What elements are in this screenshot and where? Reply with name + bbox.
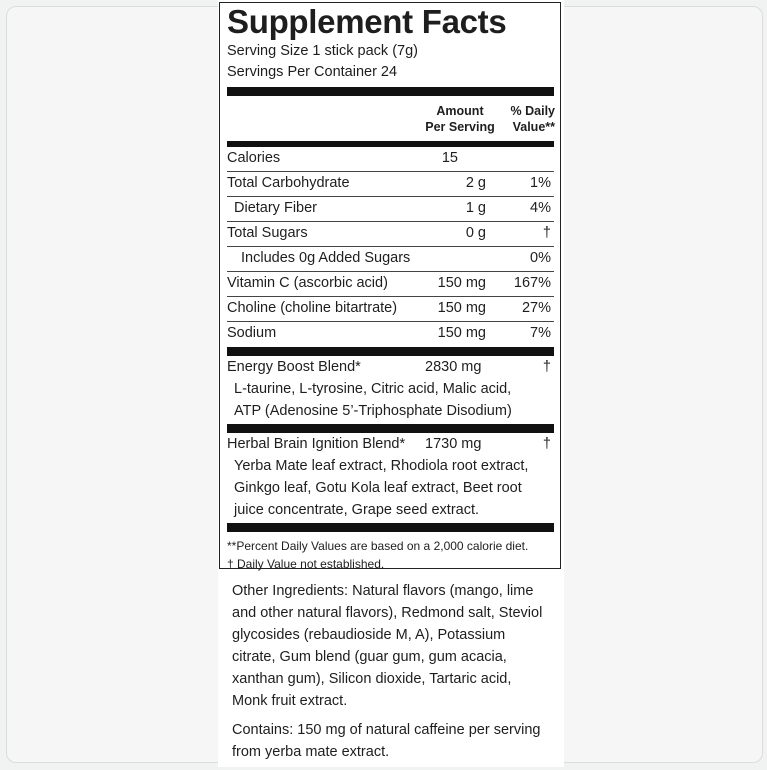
amount-header: [425, 103, 495, 135]
other-ingredients: [232, 580, 562, 770]
blend-header: [227, 433, 554, 455]
nutrient-name: Total Sugars: [227, 225, 308, 241]
nutrient-dv: 167%: [513, 275, 551, 291]
herbal-brain-ignition-blend: [227, 433, 554, 523]
divider-thick: [227, 424, 554, 433]
nutrient-amount: 150 mg: [437, 300, 486, 316]
nutrient-dv: 1%: [530, 175, 551, 191]
nutrient-amount: 150 mg: [437, 275, 486, 291]
blend-name: Herbal Brain Ignition Blend*: [227, 436, 406, 452]
nutrient-row: [227, 222, 554, 247]
amount-header-line1: Amount: [436, 104, 484, 118]
nutrient-name: Dietary Fiber: [234, 200, 317, 216]
blend-amount: 1730 mg: [425, 436, 482, 452]
footnote-daily-values: **Percent Daily Values are based on a 2,000 calorie diet.: [227, 539, 529, 553]
panel-title: Supplement Facts: [227, 3, 507, 40]
blend-ingredients: [227, 378, 554, 422]
serving-size: Serving Size 1 stick pack (7g): [227, 43, 418, 59]
nutrient-name: Total Carbohydrate: [227, 175, 350, 191]
nutrient-dv: 27%: [521, 300, 551, 316]
blend-amount: 2830 mg: [425, 359, 482, 375]
contains-statement: [232, 719, 562, 763]
nutrient-row: [227, 322, 554, 347]
nutrient-amount: 2 g: [465, 175, 486, 191]
nutrient-name: Vitamin C (ascorbic acid): [227, 275, 388, 291]
text-line: xanthan gum), Silicon dioxide, Tartaric acid,: [232, 671, 512, 687]
nutrient-dv: 4%: [530, 200, 551, 216]
ingredient-line: ATP (Adenosine 5’-Triphosphate Disodium): [234, 403, 512, 419]
ingredient-line: Ginkgo leaf, Gotu Kola leaf extract, Beet root: [234, 480, 522, 496]
nutrient-row: [227, 297, 554, 322]
dv-header-line1: % Daily: [510, 104, 555, 118]
energy-boost-blend: [227, 356, 554, 424]
supplement-facts-panel: [219, 2, 561, 569]
text-line: glycosides (rebaudioside M, A), Potassium: [232, 627, 506, 643]
blend-ingredients: [227, 455, 554, 521]
blend-header: [227, 356, 554, 378]
text-line: citrate, Gum blend (guar gum, gum acacia,: [232, 649, 507, 665]
ingredient-line: Yerba Mate leaf extract, Rhodiola root extract,: [234, 458, 529, 474]
nutrient-dv: 7%: [530, 325, 551, 341]
nutrient-row: [227, 247, 554, 272]
nutrient-name: Sodium: [227, 325, 277, 341]
dv-header-line2: Value**: [512, 120, 555, 134]
nutrient-dv: 0%: [530, 250, 551, 266]
nutrient-amount: 15: [441, 150, 458, 166]
divider-thick: [227, 523, 554, 532]
divider-thick: [227, 87, 554, 96]
nutrient-dv: †: [542, 225, 551, 241]
daily-value-header: [503, 103, 555, 135]
blend-name: Energy Boost Blend*: [227, 359, 361, 375]
column-header: [227, 96, 554, 141]
blend-dv: †: [542, 359, 551, 375]
text-line: from yerba mate extract.: [232, 744, 390, 760]
nutrient-name: Includes 0g Added Sugars: [241, 250, 411, 266]
nutrient-name: Choline (choline bitartrate): [227, 300, 398, 316]
nutrient-amount: 0 g: [465, 225, 486, 241]
footnotes: [227, 532, 554, 573]
text-line: and other natural flavors), Redmond salt, Steviol: [232, 605, 543, 621]
nutrient-amount: 150 mg: [437, 325, 486, 341]
nutrient-row: [227, 172, 554, 197]
ingredient-line: L-taurine, L-tyrosine, Citric acid, Malic acid,: [234, 381, 512, 397]
text-line: Monk fruit extract.: [232, 693, 348, 709]
footnote-dagger: † Daily Value not established.: [227, 557, 385, 571]
nutrient-amount: 1 g: [465, 200, 486, 216]
text-line: Contains: 150 mg of natural caffeine per serving: [232, 722, 541, 738]
divider-thick: [227, 347, 554, 356]
nutrient-row: [227, 272, 554, 297]
text-line: Other Ingredients: Natural flavors (mango, lime: [232, 583, 534, 599]
amount-header-line2: Per Serving: [425, 120, 495, 134]
blend-dv: †: [542, 436, 551, 452]
ingredient-line: juice concentrate, Grape seed extract.: [234, 502, 480, 518]
other-ingredients-text: [232, 580, 562, 712]
servings-per-container: Servings Per Container 24: [227, 64, 398, 80]
nutrient-row: [227, 147, 554, 172]
nutrient-row: [227, 197, 554, 222]
nutrient-name: Calories: [227, 150, 281, 166]
